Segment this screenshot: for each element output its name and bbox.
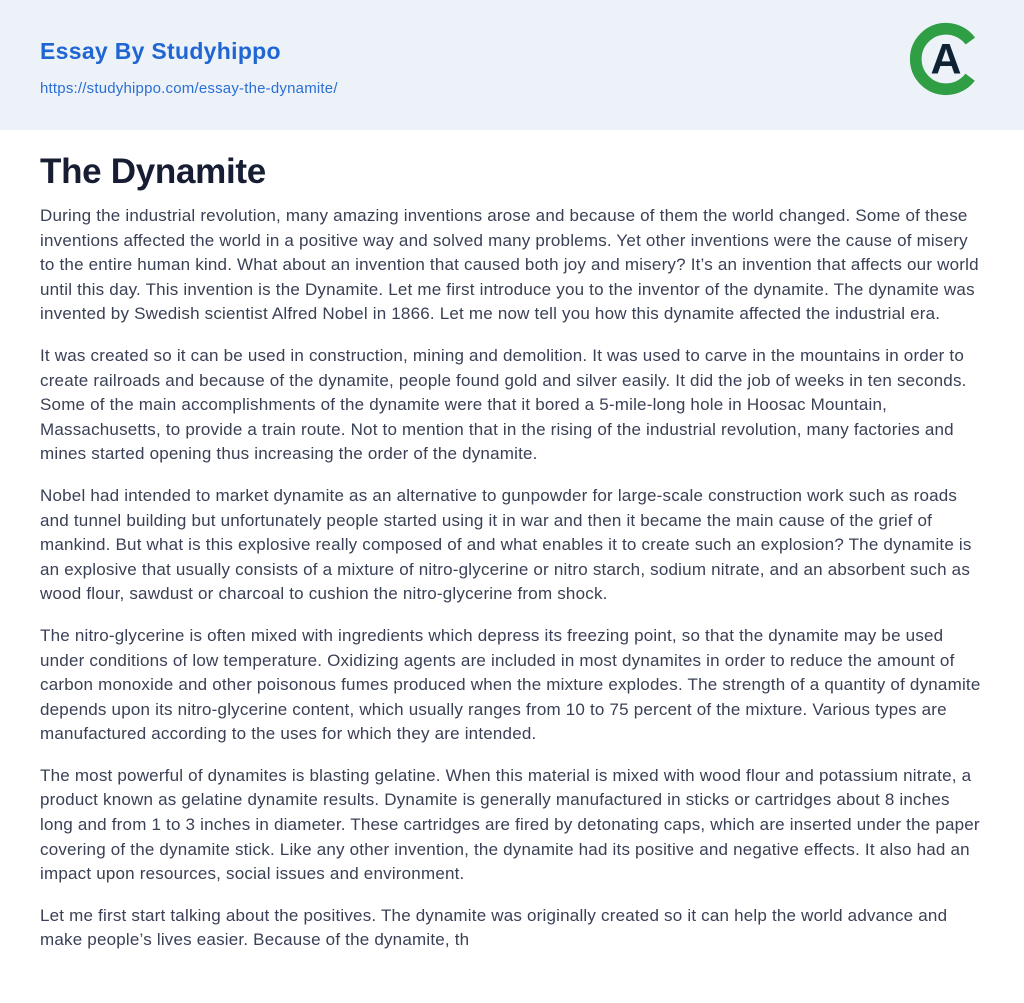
essay-title: The Dynamite	[40, 152, 266, 191]
page-header	[0, 0, 1024, 130]
essay-paragraph: The nitro-glycerine is often mixed with ingredients which depress its freezing point, so that the dynamite may be used under conditions of low temperature. Oxidizing agents are included in most dynamites in order to reduce the amount of carbon monoxide and other poisonous fumes produced when the mixture explodes. The strength of a quantity of dynamite depends upon its nitro-glycerine content, which usually ranges from 10 to 75 percent of the mixture. Various types are manufactured according to the uses for which they are intended.	[40, 625, 981, 744]
logo-letter: A	[930, 35, 962, 84]
site-title-link[interactable]: Essay By Studyhippo	[40, 38, 281, 64]
essay-paragraph: It was created so it can be used in construction, mining and demolition. It was used to carve in the mountains in order to create railroads and because of the dynamite, people found gold and silver easily. It did the job of weeks in ten seconds. Some of the main accomplishments of the dynamite were that it bored a 5-mile-long hole in Hoosac Mountain, Massachusetts, to provide a train route. Not to mention that in the rising of the industrial revolution, many factories and mines started opening thus increasing the order of the dynamite.	[40, 345, 967, 464]
essay-paragraph: During the industrial revolution, many amazing inventions arose and because of them the world changed. Some of these inventions affected the world in a positive way and solved many problems. Yet other inventions were the cause of misery to the entire human kind. What about an invention that caused both joy and misery? It’s an invention that affects our world until this day. This invention is the Dynamite. Let me first introduce you to the inventor of the dynamite. The dynamite was invented by Swedish scientist Alfred Nobel in 1866. Let me now tell you how this dynamite affected the industrial era.	[40, 206, 979, 324]
essay-paragraph: The most powerful of dynamites is blasting gelatine. When this material is mixed with wood flour and potassium nitrate, a product known as gelatine dynamite results. Dynamite is generally manufactured in sticks or cartridges about 8 inches long and from 1 to 3 inches in diameter. These cartridges are fired by detonating caps, which are inserted under the paper covering of the dynamite stick. Like any other invention, the dynamite had its positive and negative effects. It also had an impact upon resources, social issues and environment.	[40, 765, 980, 884]
essay-content	[0, 130, 1024, 953]
essay-paragraph: Nobel had intended to market dynamite as an alternative to gunpowder for large-scale construction work such as roads and tunnel building but unfortunately people started using it in war and then it became the main cause of the grief of mankind. But what is this explosive really composed of and what enables it to create such an explosion? The dynamite is an explosive that usually consists of a mixture of nitro-glycerine or nitro starch, sodium nitrate, and an absorbent such as wood flour, sawdust or charcoal to cushion the nitro-glycerine from shock.	[40, 485, 972, 604]
studyhippo-logo-icon	[907, 20, 985, 98]
essay-paragraph: Let me first start talking about the positives. The dynamite was originally created so it can help the world advance and make people’s lives easier. Because of the dynamite, th	[40, 905, 948, 950]
studyhippo-logo[interactable]	[907, 20, 985, 98]
essay-url-link[interactable]: https://studyhippo.com/essay-the-dynamite/	[40, 80, 338, 97]
essay-body	[40, 204, 984, 953]
